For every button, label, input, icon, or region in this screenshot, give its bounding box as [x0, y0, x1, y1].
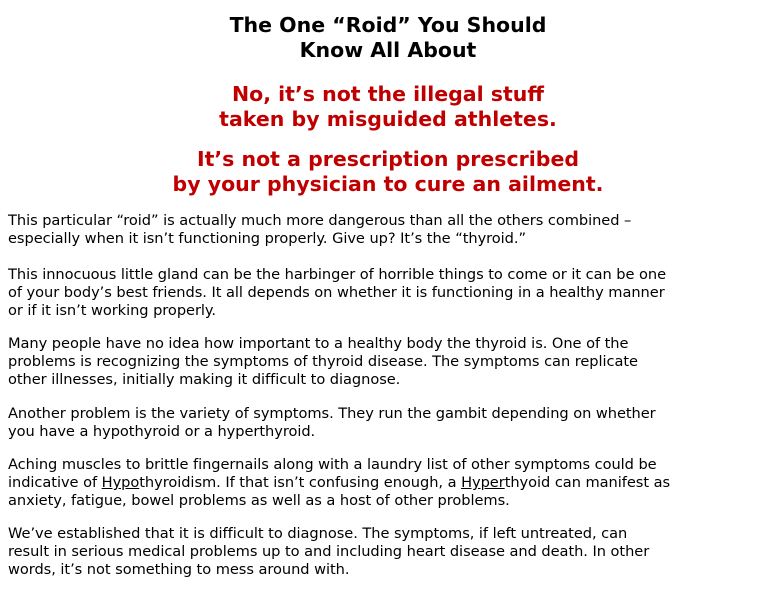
- p6-line-3: words, it’s not something to mess around with.: [8, 561, 350, 578]
- subtitle-2-line-2: by your physician to cure an ailment.: [172, 172, 604, 196]
- paragraph-importance: [8, 335, 776, 389]
- subtitle-illegal-stuff: [0, 82, 776, 132]
- p2-line-2: of your body’s best friends. It all depends on whether it is functioning in a healthy manner: [8, 284, 665, 301]
- p4-line-1: Another problem is the variety of symptoms. They run the gambit depending on whether: [8, 405, 656, 422]
- subtitle-1-line-1: No, it’s not the illegal stuff: [231, 82, 545, 106]
- title-line-1: The One “Roid” You Should: [229, 13, 547, 37]
- p5-line-1: Aching muscles to brittle fingernails along with a laundry list of other symptoms could be: [8, 456, 657, 473]
- p1-line-1: This particular “roid” is actually much more dangerous than all the others combined –: [8, 212, 632, 229]
- p5-line-2-text-b: thyroidism. If that isn’t confusing enough, a: [139, 474, 462, 491]
- p3-line-3: other illnesses, initially making it difficult to diagnose.: [8, 371, 401, 388]
- p5-line-2-text-c: thyoid can manifest as: [504, 474, 671, 491]
- p3-line-1: Many people have no idea how important to a healthy body the thyroid is. One of the: [8, 335, 629, 352]
- hyper-underlined-term: Hyper: [461, 474, 505, 491]
- p5-line-3: anxiety, fatigue, bowel problems as well as a host of other problems.: [8, 492, 510, 509]
- p5-line-2: [8, 474, 776, 492]
- p6-line-2: result in serious medical problems up to and including heart disease and death. In other: [8, 543, 650, 560]
- paragraph-innocuous-gland: [8, 266, 776, 320]
- p2-line-1: This innocuous little gland can be the harbinger of horrible things to come or it can be one: [8, 266, 666, 283]
- p6-line-1: We’ve established that it is difficult to diagnose. The symptoms, if left untreated, can: [8, 525, 628, 542]
- paragraph-conclusion: [8, 525, 776, 579]
- p1-line-2: especially when it isn’t functioning properly. Give up? It’s the “thyroid.”: [8, 230, 526, 247]
- p5-line-2-text-a: indicative of: [8, 474, 102, 491]
- hypo-underlined-term: Hypo: [101, 474, 140, 491]
- paragraph-thyroid-intro: [8, 212, 776, 248]
- p2-line-3: or if it isn’t working properly.: [8, 302, 217, 319]
- p3-line-2: problems is recognizing the symptoms of thyroid disease. The symptoms can replicate: [8, 353, 638, 370]
- title-line-2: Know All About: [299, 38, 477, 62]
- subtitle-2-line-1: It’s not a prescription prescribed: [196, 147, 580, 171]
- paragraph-hypo-hyper: [8, 456, 776, 510]
- subtitle-prescription: [0, 147, 776, 197]
- subtitle-1-line-2: taken by misguided athletes.: [219, 107, 557, 131]
- page-title: [0, 13, 776, 63]
- p4-line-2: you have a hypothyroid or a hyperthyroid.: [8, 423, 316, 440]
- paragraph-variety-of-symptoms: [8, 405, 776, 441]
